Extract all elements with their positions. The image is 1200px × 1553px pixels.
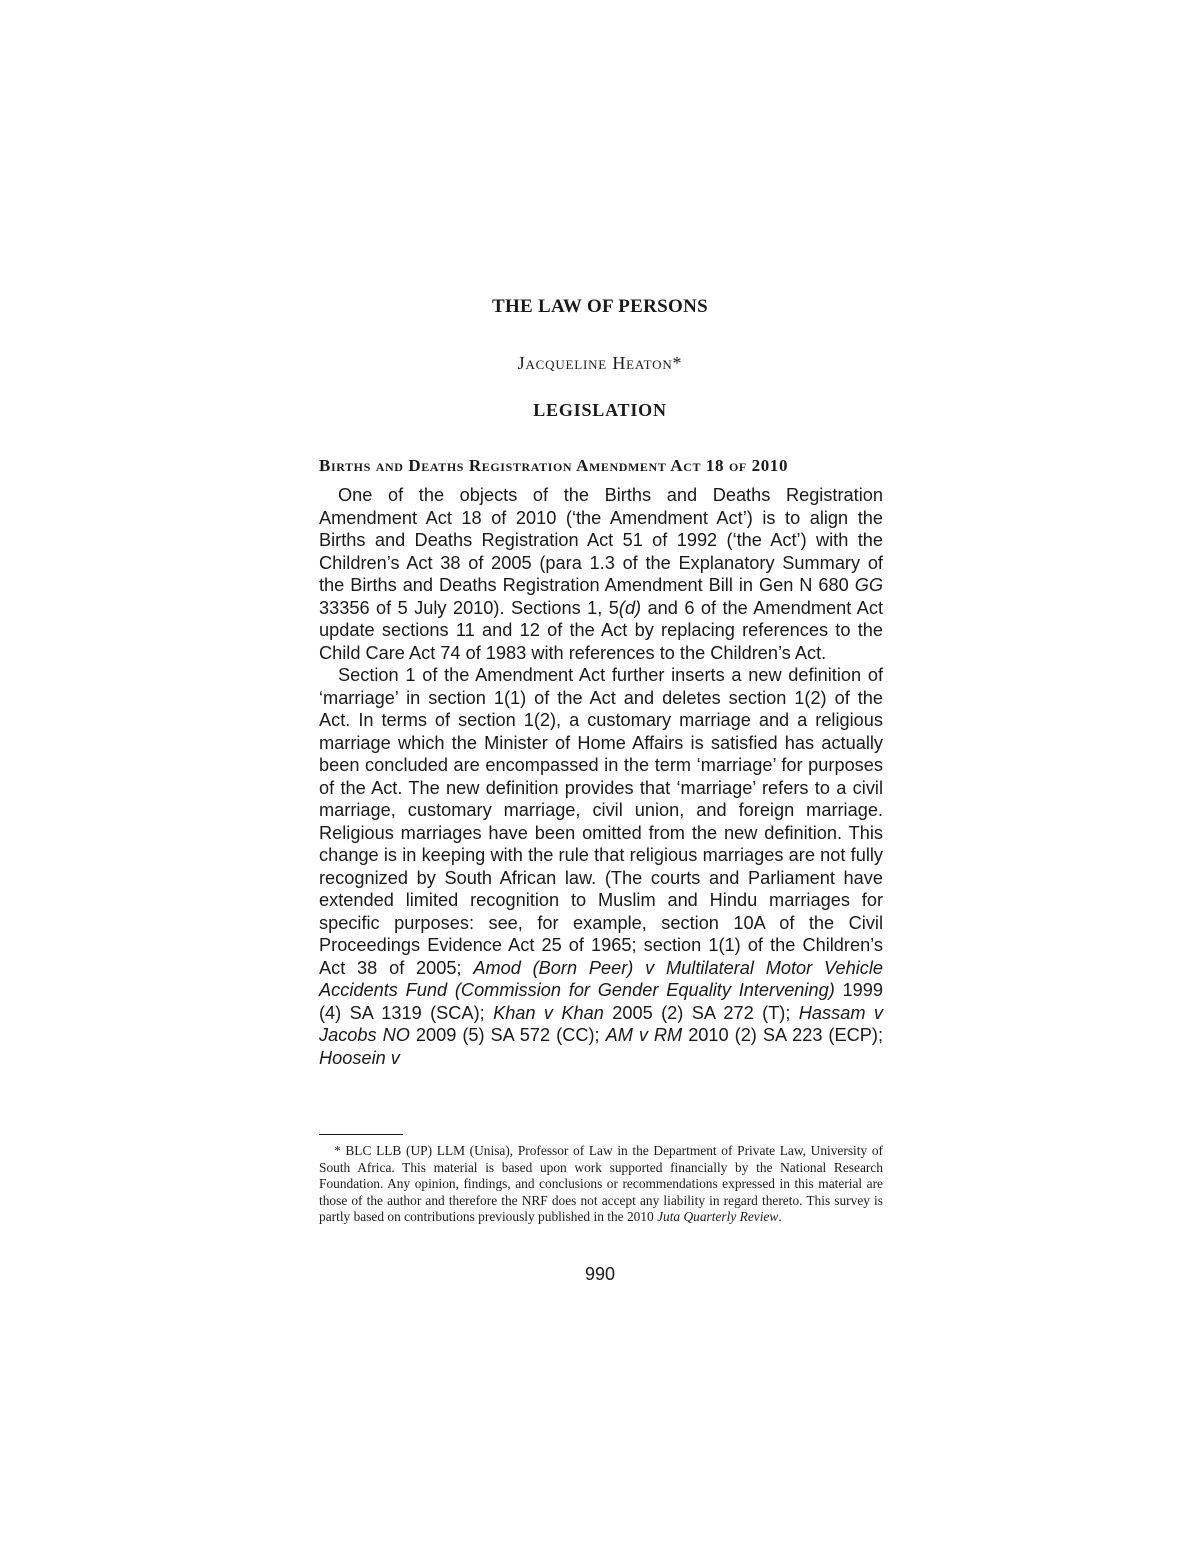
paragraph-2-text-2: 1999 (4) SA 1319 (SCA); [319,980,883,1023]
section-heading: LEGISLATION [533,400,667,420]
paragraph-1-italic-1: GG [854,575,883,595]
paragraph-2 [319,664,883,1069]
page-number: 990 [584,1264,616,1284]
act-heading: Births and Deaths Registration Amendment Act 18 of 2010 [319,456,789,475]
case-name-am-v-rm: AM v RM [605,1025,683,1045]
footnote-text-2: . [778,1209,782,1225]
footnote-text-1: * BLC LLB (UP) LLM (Unisa), Professor of Law in the Department of Private Law, University of South Africa. This material is based upon work supported financially by the National Research Foundation. Any opinion, findings, and conclusions or recommendations expressed in this material are those of the author and therefore the NRF does not accept any liability in regard thereto. This survey is partly based on contributions previously published in the 2010 [319,1143,883,1225]
case-name-hoosein: Hoosein v [319,1047,400,1068]
paragraph-1-text-3: and 6 of the Amendment Act update sections 11 and 12 of the Act by replacing references to the Child Care Act 74 of 1983 with references to the Children’s Act. [319,597,883,663]
case-name-hassam: Hassam v Jacobs NO [319,1002,883,1045]
body-text [319,484,883,1069]
footnote [319,1143,883,1226]
paragraph-2-text-3: 2005 (2) SA 272 (T); [603,1002,799,1023]
case-name-amod: Amod (Born Peer) v Multilateral Motor Vehicle Accidents Fund (Commission for Gender Equality Intervening) [319,957,883,1000]
paragraph-2-text-4: 2009 (5) SA 572 (CC); [409,1025,606,1045]
footnote-journal-title: Juta Quarterly Review [657,1209,779,1225]
paragraph-1-text-1: One of the objects of the Births and Deaths Registration Amendment Act 18 of 2010 (‘the Amendment Act’) is to align the Births and Deaths Registration Act 51 of 1992 (‘the Act’) with the Children’s Act 38 of 2005 (para 1.3 of the Explanatory Summary of the Births and Deaths Registration Amendment Bill in Gen N 680 [319,485,883,595]
paragraph-2-text-5: 2010 (2) SA 223 (ECP); [682,1025,883,1045]
paragraph-1-italic-2: (d) [618,597,642,618]
author-name: Jacqueline Heaton* [517,353,683,373]
paragraph-1-text-2: 33356 of 5 July 2010). Sections 1, 5 [319,597,619,618]
case-name-khan: Khan v Khan [493,1002,604,1023]
document-title: THE LAW OF PERSONS [491,296,709,317]
paragraph-2-text-1: Section 1 of the Amendment Act further inserts a new definition of ‘marriage’ in section 1(1) of the Act and deletes section 1(2) of the Act. In terms of section 1(2), a customary marriage and a religious marriage which the Minister of Home Affairs is satisfied has actually been concluded are encompassed in the term ‘marriage’ for purposes of the Act. The new definition provides that ‘marriage’ refers to a civil marriage, customary marriage, civil union, and foreign marriage. Religious marriages have been omitted from the new definition. This change is in keeping with the rule that religious marriages are not fully recognized by South African law. (The courts and Parliament have extended limited recognition to Muslim and Hindu marriages for specific purposes: see, for example, section 10A of the Civil Proceedings Evidence Act 25 of 1965; section 1(1) of the Children’s Act 38 of 2005; [319,665,883,978]
footnote-divider [319,1134,403,1135]
paragraph-1 [319,484,883,664]
